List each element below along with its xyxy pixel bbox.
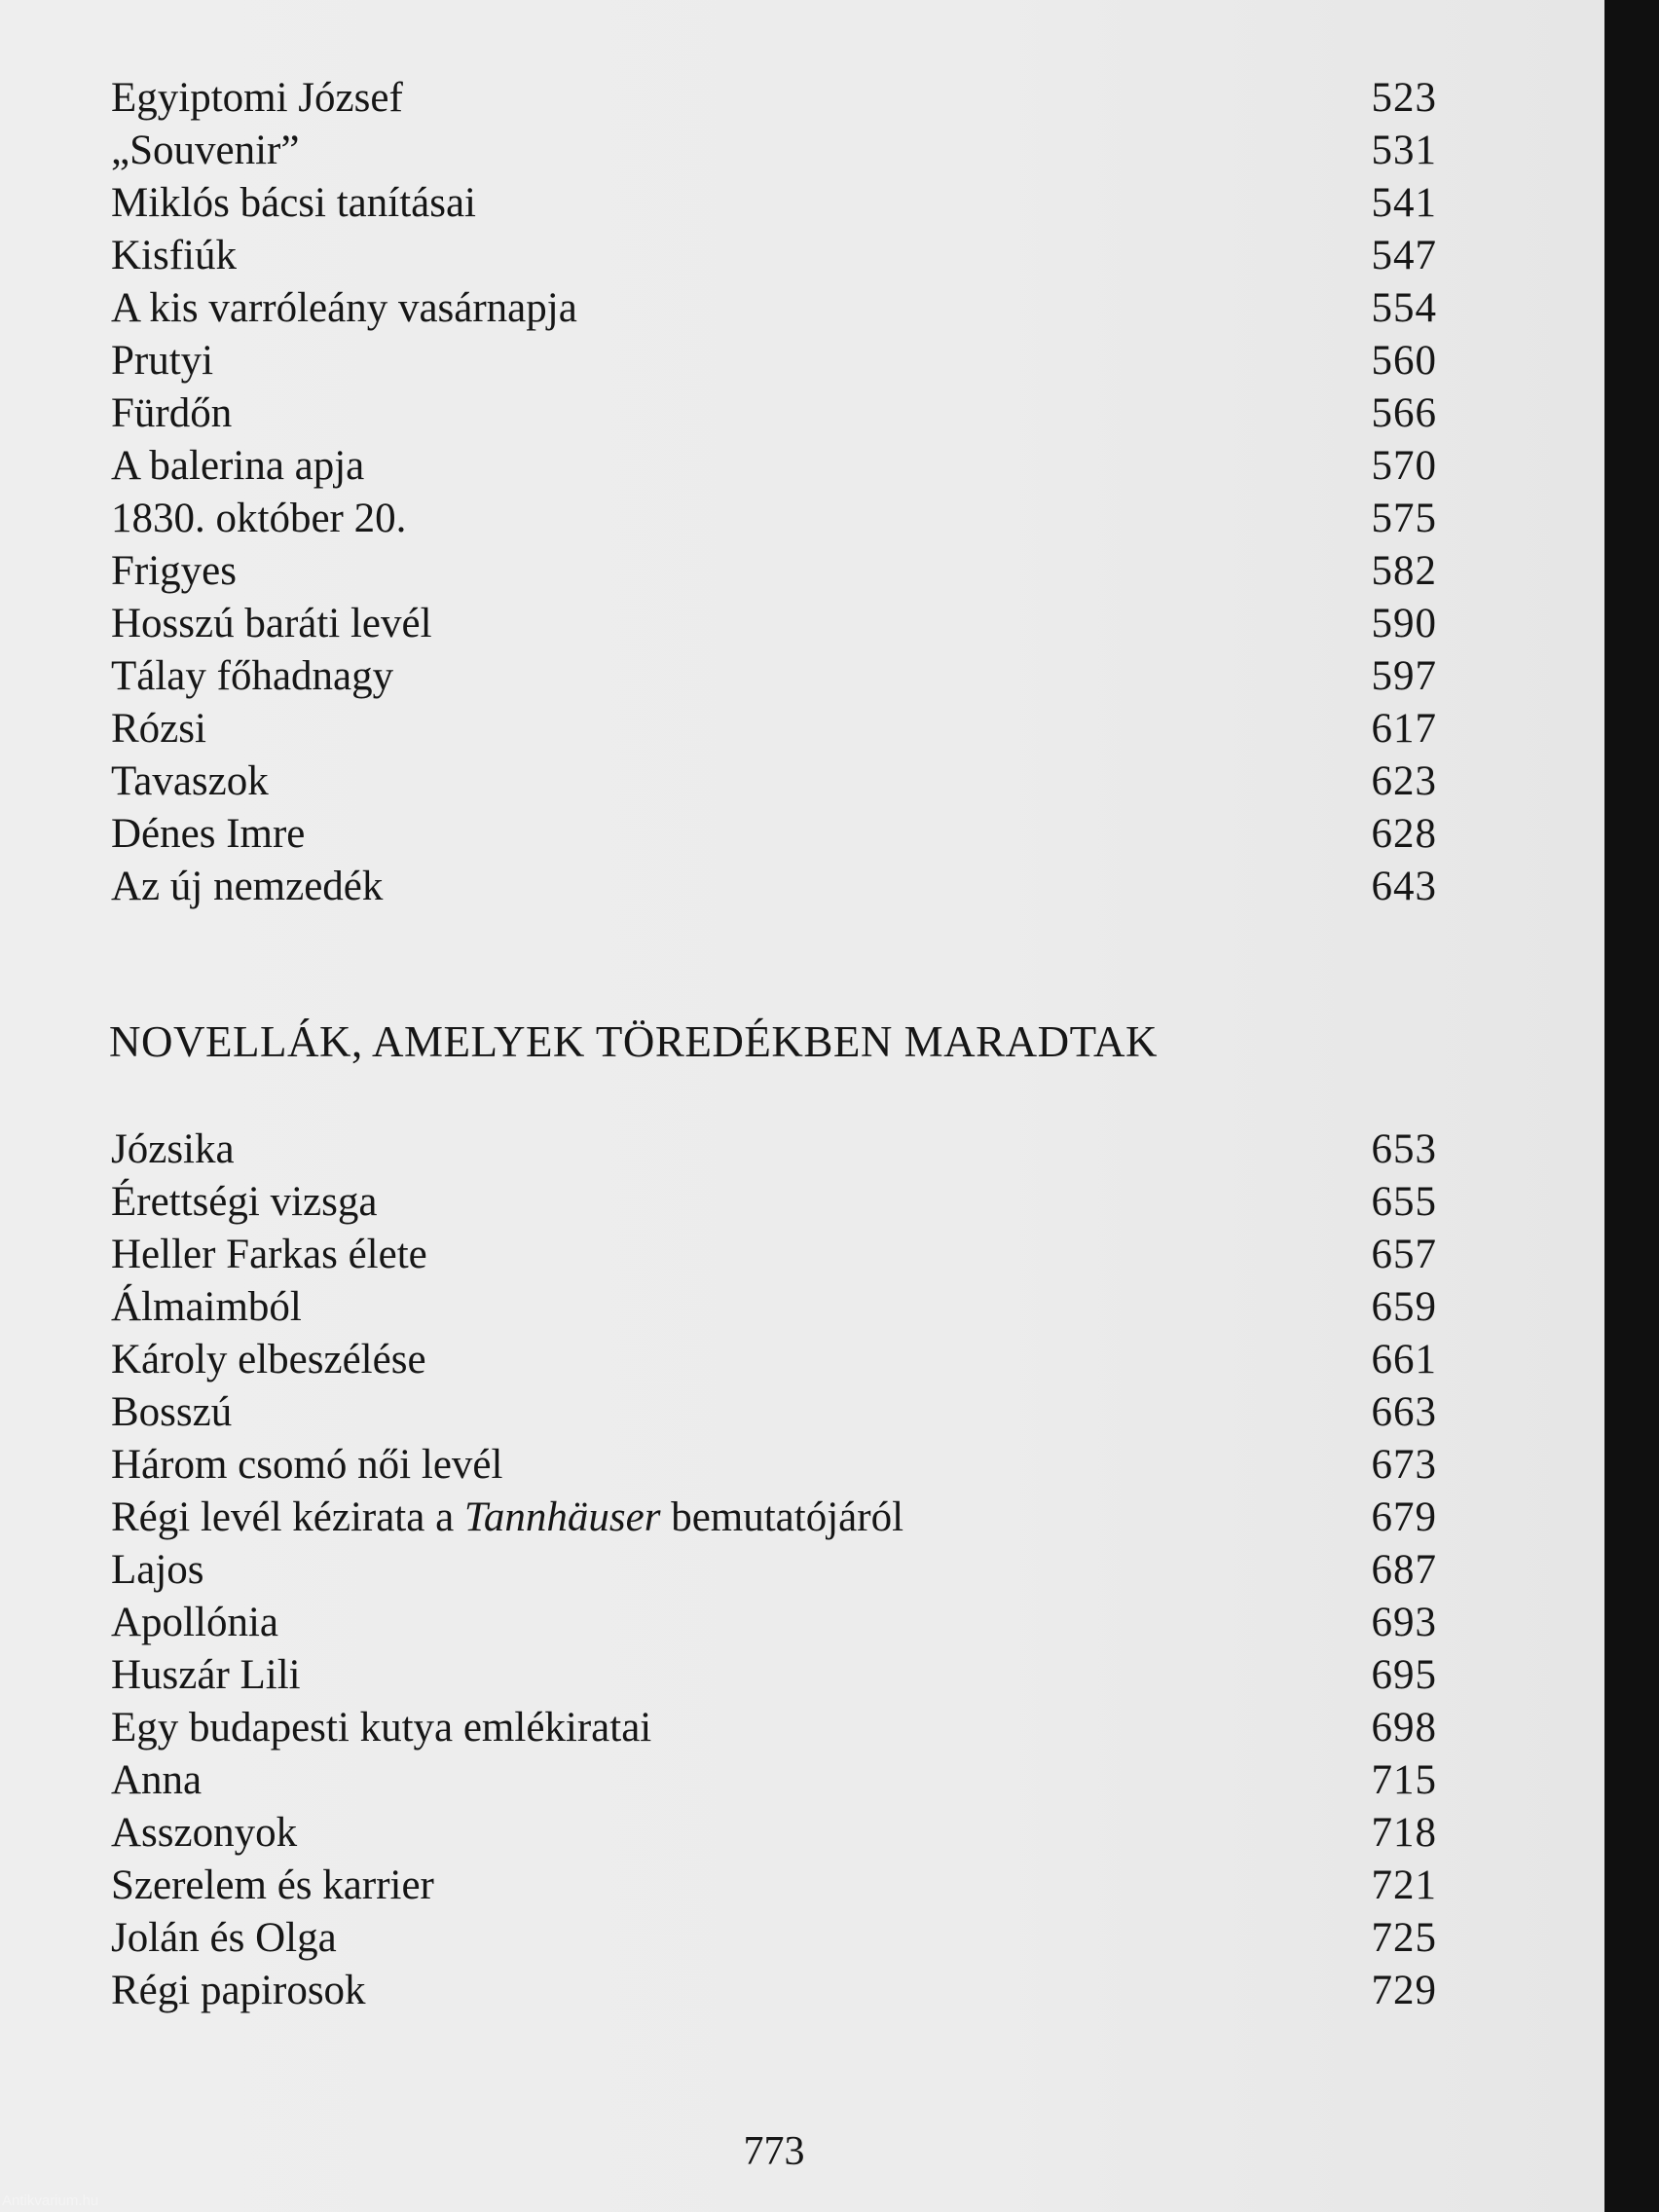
toc-entry-title: Az új nemzedék <box>111 864 384 909</box>
toc-entry-title-end: bemutatójáról <box>660 1494 904 1540</box>
book-spine-shadow <box>1604 0 1659 2212</box>
toc-entry <box>111 1229 1437 1281</box>
toc-entry <box>111 1754 1437 1807</box>
toc-entry-page: 590 <box>1371 601 1437 646</box>
toc-entry-page: 715 <box>1371 1757 1437 1803</box>
toc-entry-page: 693 <box>1371 1600 1437 1645</box>
toc-entry <box>111 1492 1437 1544</box>
toc-entry-title: Heller Farkas élete <box>111 1232 427 1277</box>
toc-entry-page: 687 <box>1371 1547 1437 1593</box>
toc-entry <box>111 493 1437 545</box>
toc-entry-title: Fürdőn <box>111 390 233 436</box>
toc-entry-title: Rózsi <box>111 706 206 752</box>
toc-entry-title: Három csomó női levél <box>111 1442 503 1488</box>
toc-entry-title: Prutyi <box>111 338 214 384</box>
toc-entry-page: 655 <box>1371 1179 1437 1225</box>
toc-entry-page: 628 <box>1371 811 1437 857</box>
toc-entry-page: 663 <box>1371 1389 1437 1435</box>
toc-entry-title: Bosszú <box>111 1389 233 1435</box>
toc-entry <box>111 808 1437 861</box>
toc-entry-title: Józsika <box>111 1126 235 1172</box>
toc-entry-title: Érettségi vizsga <box>111 1179 378 1225</box>
toc-entry <box>111 650 1437 703</box>
toc-entry-title: Régi papirosok <box>111 1968 366 2013</box>
toc-entry-page: 547 <box>1371 233 1437 278</box>
toc-entry <box>111 1597 1437 1649</box>
toc-entry-title: Tálay főhadnagy <box>111 653 394 699</box>
toc-entry-title <box>111 1492 903 1544</box>
toc-entry-title: Miklós bácsi tanításai <box>111 180 476 226</box>
toc-entry-title: Egy budapesti kutya emlékiratai <box>111 1705 652 1751</box>
toc-entry <box>111 545 1437 598</box>
toc-entry <box>111 1965 1437 2017</box>
toc-entry-page: 729 <box>1371 1968 1437 2013</box>
toc-entry <box>111 1860 1437 1912</box>
toc-entry <box>111 230 1437 282</box>
toc-entry <box>111 756 1437 808</box>
toc-entry <box>111 1281 1437 1334</box>
toc-entry-page: 582 <box>1371 548 1437 594</box>
toc-entry-page: 653 <box>1371 1126 1437 1172</box>
toc-entry-page: 698 <box>1371 1705 1437 1751</box>
watermark: Antikvarium.hu <box>2 2193 99 2209</box>
toc-entry-page: 597 <box>1371 653 1437 699</box>
toc-entry <box>111 1124 1437 1176</box>
toc-entry-title: Jolán és Olga <box>111 1915 337 1961</box>
toc-entry <box>111 387 1437 440</box>
toc-entry <box>111 861 1437 913</box>
toc-entry-page: 657 <box>1371 1232 1437 1277</box>
toc-entry-title: Szerelem és karrier <box>111 1862 434 1908</box>
section-heading: NOVELLÁK, AMELYEK TÖREDÉKBEN MARADTAK <box>109 1017 1158 1066</box>
toc-entry-page: 523 <box>1371 75 1437 121</box>
toc-entry <box>111 1544 1437 1597</box>
toc-entry-title: Lajos <box>111 1547 204 1593</box>
toc-entry-title: Anna <box>111 1757 203 1803</box>
toc-entry-title: Károly elbeszélése <box>111 1337 426 1382</box>
toc-entry <box>111 177 1437 230</box>
toc-entry <box>111 1334 1437 1386</box>
toc-entry-title: Tavaszok <box>111 758 269 804</box>
toc-entry-title-italic: Tannhäuser <box>463 1494 661 1540</box>
toc-entry-page: 560 <box>1371 338 1437 384</box>
toc-entry-title: Frigyes <box>111 548 237 594</box>
toc-entry-title: Huszár Lili <box>111 1652 301 1698</box>
toc-entry-title: 1830. október 20. <box>111 496 407 541</box>
toc-entry-title: Kisfiúk <box>111 233 237 278</box>
toc-entry <box>111 1439 1437 1492</box>
toc-entry <box>111 1807 1437 1860</box>
toc-entry <box>111 72 1437 125</box>
toc-entry-title: „Souvenir” <box>111 128 300 173</box>
toc-entry-page: 623 <box>1371 758 1437 804</box>
toc-entry <box>111 1649 1437 1702</box>
toc-entry-title: Asszonyok <box>111 1810 298 1856</box>
toc-list-fragments <box>111 1124 1437 2017</box>
toc-entry-page: 554 <box>1371 285 1437 331</box>
toc-entry-title: A balerina apja <box>111 443 365 489</box>
toc-entry <box>111 598 1437 650</box>
toc-entry-title-start: Régi levél kézirata a <box>111 1494 464 1540</box>
toc-list-stories <box>111 72 1437 913</box>
toc-entry-page: 617 <box>1371 706 1437 752</box>
toc-entry-title: Hosszú baráti levél <box>111 601 432 646</box>
toc-entry-title: Egyiptomi József <box>111 75 403 121</box>
toc-entry <box>111 440 1437 493</box>
toc-entry <box>111 282 1437 335</box>
toc-entry <box>111 335 1437 387</box>
page-number: 773 <box>743 2129 805 2174</box>
toc-entry <box>111 125 1437 177</box>
toc-entry-page: 643 <box>1371 864 1437 909</box>
toc-entry <box>111 1912 1437 1965</box>
toc-entry-page: 531 <box>1371 128 1437 173</box>
toc-entry-title: Álmaimból <box>111 1284 302 1330</box>
toc-entry-page: 661 <box>1371 1337 1437 1382</box>
toc-entry-page: 718 <box>1371 1810 1437 1856</box>
toc-entry-page: 679 <box>1371 1494 1437 1540</box>
toc-entry-page: 695 <box>1371 1652 1437 1698</box>
toc-entry-title: Dénes Imre <box>111 811 306 857</box>
toc-entry-page: 566 <box>1371 390 1437 436</box>
toc-entry-page: 673 <box>1371 1442 1437 1488</box>
toc-entry-title: A kis varróleány vasárnapja <box>111 285 577 331</box>
toc-entry-page: 721 <box>1371 1862 1437 1908</box>
toc-entry <box>111 703 1437 756</box>
toc-entry-page: 575 <box>1371 496 1437 541</box>
toc-entry-page: 659 <box>1371 1284 1437 1330</box>
toc-entry-page: 725 <box>1371 1915 1437 1961</box>
toc-entry <box>111 1702 1437 1754</box>
toc-entry <box>111 1386 1437 1439</box>
toc-entry-title: Apollónia <box>111 1600 278 1645</box>
toc-entry <box>111 1176 1437 1229</box>
toc-entry-page: 541 <box>1371 180 1437 226</box>
toc-entry-page: 570 <box>1371 443 1437 489</box>
